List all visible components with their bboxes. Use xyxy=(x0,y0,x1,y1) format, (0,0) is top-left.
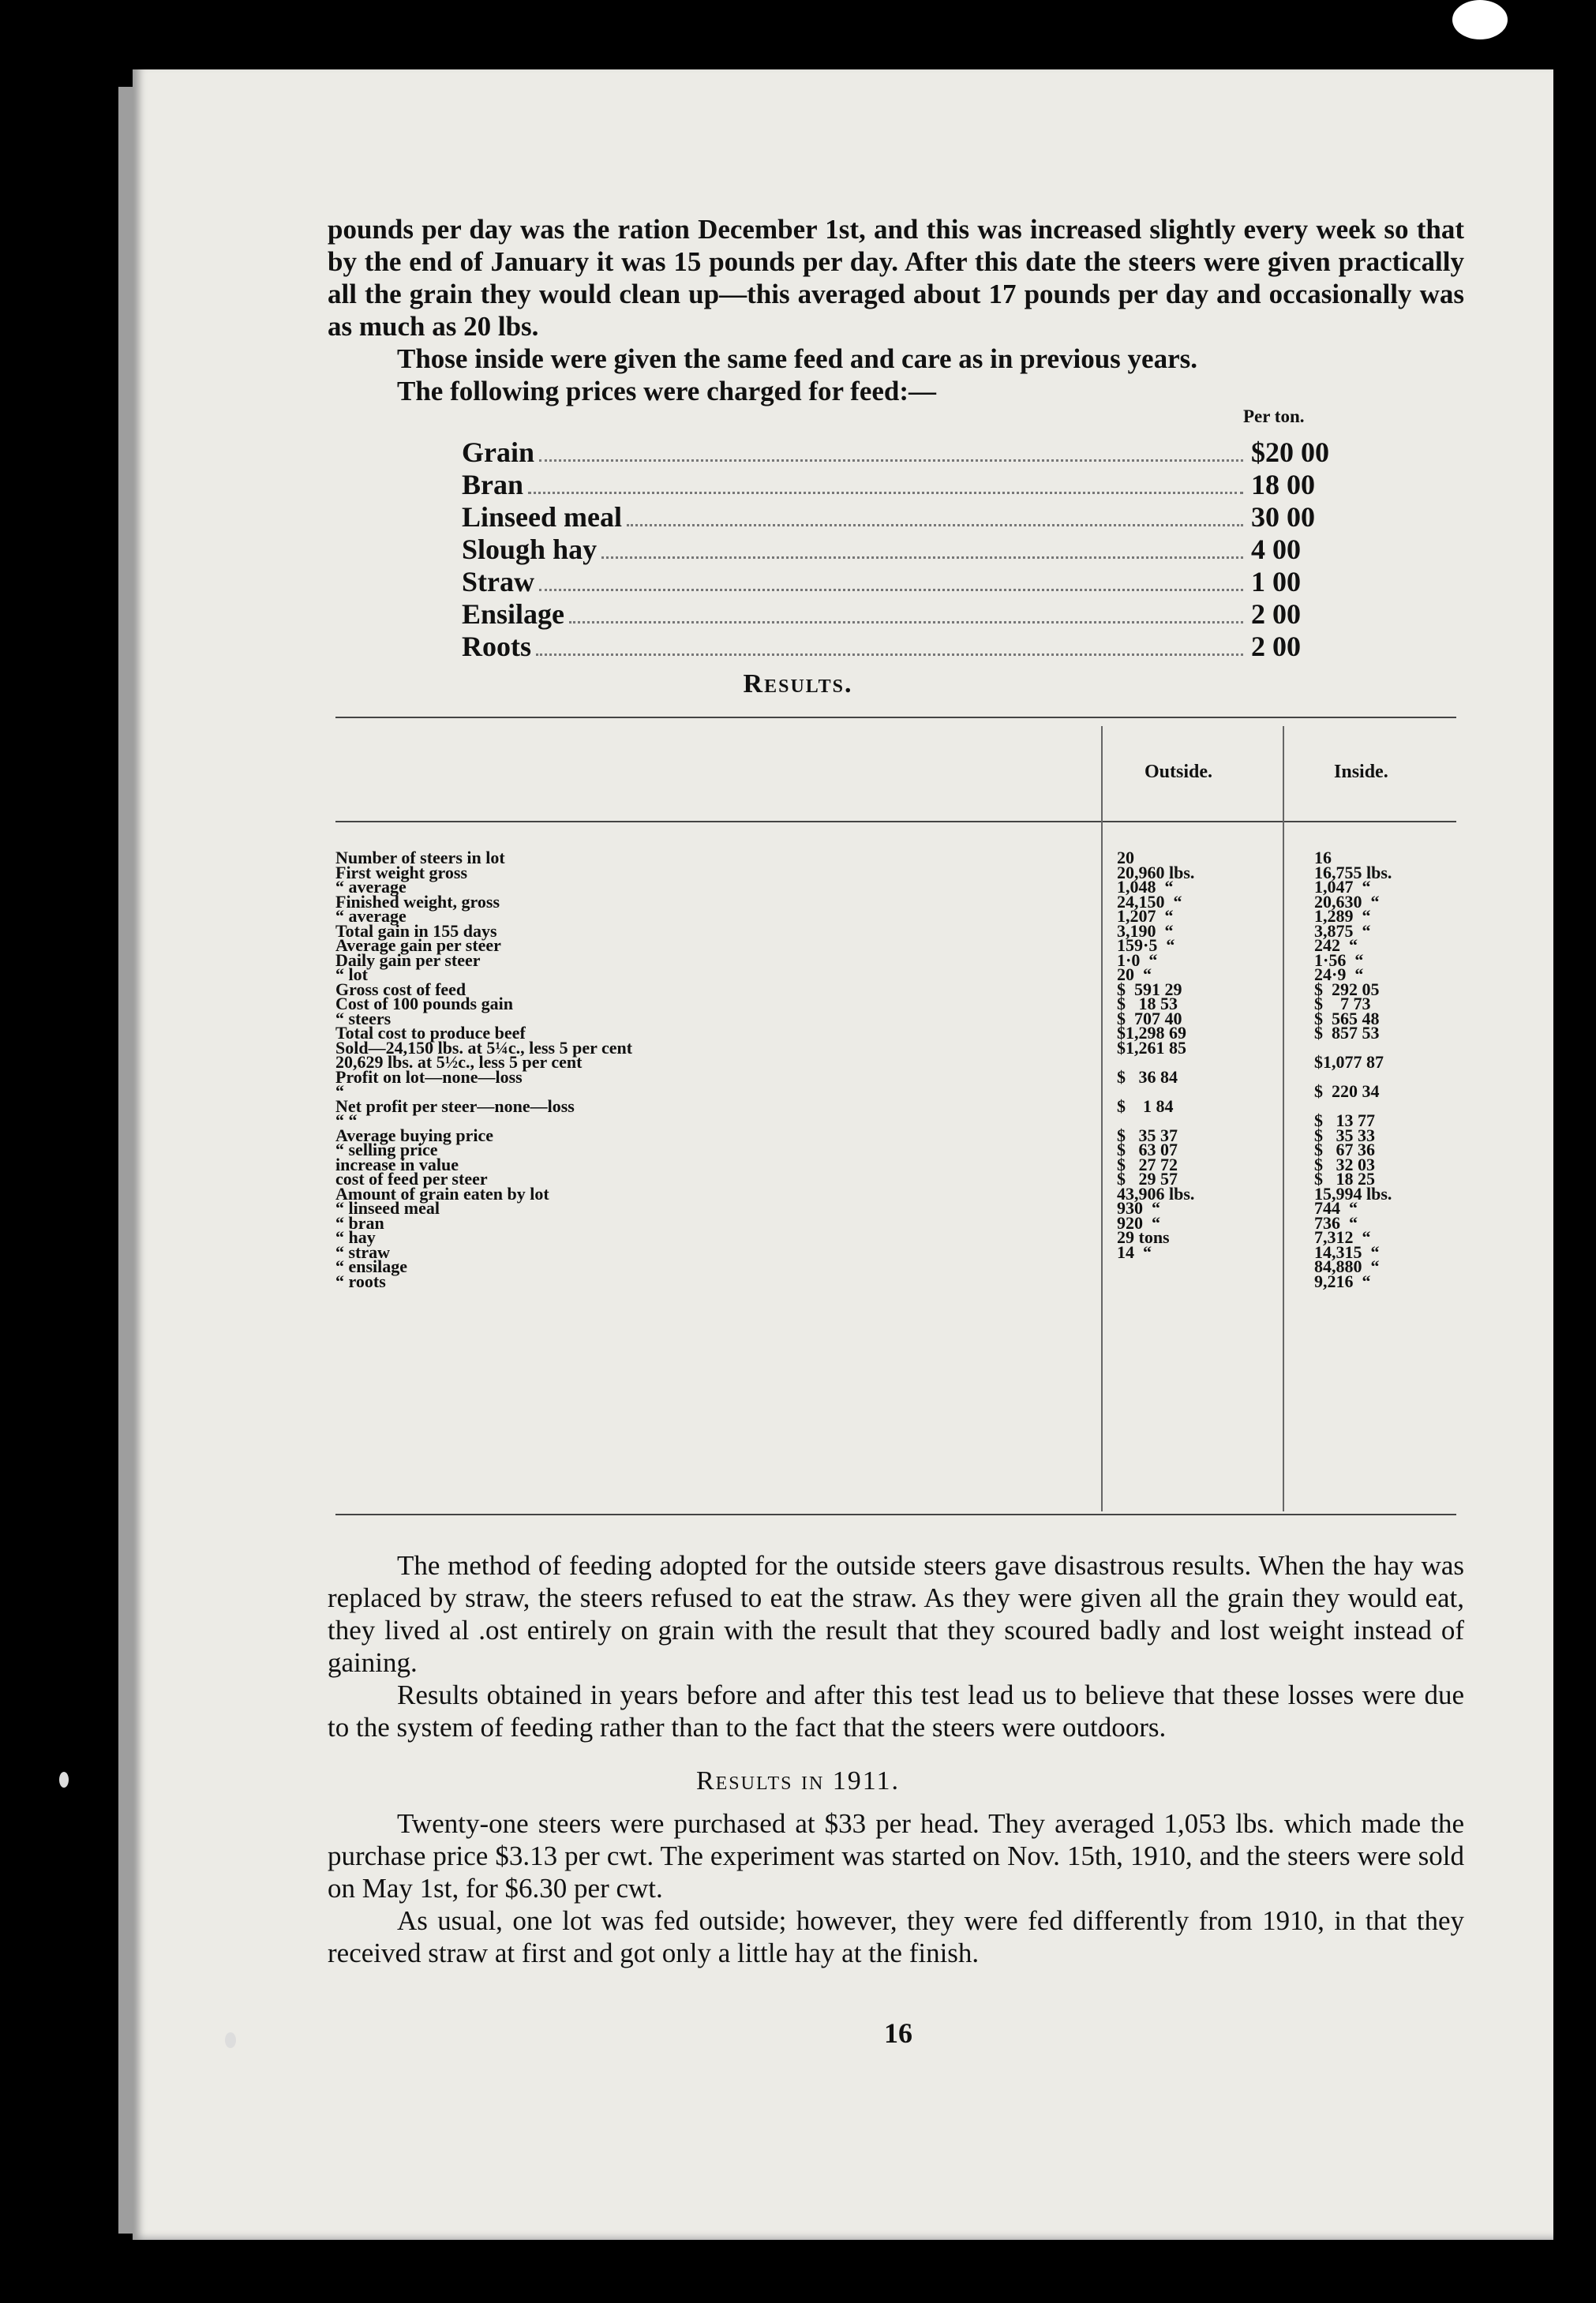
row-label: Net profit per steer—none—loss xyxy=(335,1095,575,1116)
table-row xyxy=(335,1271,1456,1291)
inside-value: 744 “ xyxy=(1314,1198,1358,1218)
outside-value: 29 tons xyxy=(1117,1227,1170,1247)
table-row xyxy=(335,1198,1456,1218)
inside-value: $ 857 53 xyxy=(1314,1023,1380,1043)
row-label: Profit on lot—none—loss xyxy=(335,1066,523,1087)
row-label: Cost of 100 pounds gain xyxy=(335,994,513,1013)
paragraph: pounds per day was the ration December 1st, and this was increased slightly every week so that by the end of January it was 15 pounds per day. After this date the steers were given practically all the grain they would clean up—this averaged about 17 pounds per day and occasionally was as much as 20 lbs. xyxy=(328,214,1464,342)
price-value: $20 00 xyxy=(1251,436,1329,468)
outside-value: 3,190 “ xyxy=(1117,920,1174,941)
price-value: 1 00 xyxy=(1251,566,1301,597)
inside-value: 242 “ xyxy=(1314,935,1358,955)
outside-value: 159·5 “ xyxy=(1117,935,1175,955)
table-row xyxy=(335,906,1456,926)
row-label: increase in value xyxy=(335,1154,459,1174)
table-header-rule xyxy=(335,821,1456,822)
row-label: “ ensilage xyxy=(335,1256,408,1276)
price-row xyxy=(462,566,1338,598)
row-label: Total cost to produce beef xyxy=(335,1023,526,1043)
results-1911-heading: Results in 1911. xyxy=(695,1766,901,1796)
price-label: Straw xyxy=(462,566,534,597)
row-label: First weight gross xyxy=(335,862,468,882)
outside-value: $ 36 84 xyxy=(1117,1066,1178,1087)
paragraph: Twenty-one steers were purchased at $33 per head. They averaged 1,053 lbs. which made the purchase price $3.13 per cwt. The experiment was started on Nov. 15th, 1910, and the steers were sold on May 1st, for $6.30 per cwt. xyxy=(328,1808,1464,1904)
price-value: 2 00 xyxy=(1251,598,1301,630)
margin-mark xyxy=(225,2032,236,2048)
row-label: “ linseed meal xyxy=(335,1198,440,1218)
inside-value: $ 32 03 xyxy=(1314,1154,1375,1174)
price-row xyxy=(462,534,1338,566)
table-row xyxy=(335,964,1456,984)
inside-value: 20,630 “ xyxy=(1314,891,1380,912)
inside-value: $ 565 48 xyxy=(1314,1008,1380,1028)
price-value: 30 00 xyxy=(1251,501,1315,533)
table-row xyxy=(335,1183,1456,1204)
table-row xyxy=(335,1212,1456,1233)
outside-value: 24,150 “ xyxy=(1117,891,1182,912)
outside-value: $ 27 72 xyxy=(1117,1154,1178,1174)
table-bottom-rule xyxy=(335,1514,1456,1515)
inside-value: 7,312 “ xyxy=(1314,1227,1371,1247)
outside-value: $ 591 29 xyxy=(1117,979,1182,999)
outside-value: 14 “ xyxy=(1117,1241,1152,1262)
column-header-inside: Inside. xyxy=(1334,762,1388,782)
outside-value: $1,261 85 xyxy=(1117,1037,1186,1058)
price-label: Slough hay xyxy=(462,534,598,565)
row-label: Sold—24,150 lbs. at 5¼c., less 5 per cent xyxy=(335,1037,633,1058)
row-label: Amount of grain eaten by lot xyxy=(335,1183,549,1204)
outside-value: 920 “ xyxy=(1117,1212,1160,1233)
table-top-rule xyxy=(335,717,1456,718)
inside-value: 14,315 “ xyxy=(1314,1241,1380,1262)
price-label: Grain xyxy=(462,436,535,468)
row-label: “ “ xyxy=(335,1110,358,1130)
corner-glare xyxy=(1452,0,1508,39)
price-row xyxy=(462,631,1338,663)
page-number: 16 xyxy=(884,2017,912,2049)
table-row xyxy=(335,1256,1456,1276)
outside-value: $ 18 53 xyxy=(1117,994,1178,1013)
table-row xyxy=(335,1095,1456,1116)
intro-text xyxy=(328,213,1464,407)
row-label: “ xyxy=(335,1081,344,1101)
paragraph: Results obtained in years before and after this test lead us to believe that these losses were due to the system of feeding rather than to the fact that the steers were outdoors. xyxy=(328,1680,1464,1743)
per-ton-header: Per ton. xyxy=(1243,406,1305,426)
outside-value: $ 1 84 xyxy=(1117,1095,1174,1116)
table-row xyxy=(335,862,1456,882)
outside-value: 930 “ xyxy=(1117,1198,1160,1218)
price-row xyxy=(462,501,1338,534)
outside-value: 1·0 “ xyxy=(1117,949,1158,970)
table-row xyxy=(335,877,1456,897)
row-label: Average buying price xyxy=(335,1125,494,1145)
inside-value: $ 35 33 xyxy=(1314,1125,1375,1145)
inside-value: $ 18 25 xyxy=(1314,1169,1375,1189)
paragraph: Those inside were given the same feed and care as in previous years. xyxy=(397,343,1197,374)
price-value: 2 00 xyxy=(1251,631,1301,662)
price-row xyxy=(462,598,1338,631)
inside-value: $ 7 73 xyxy=(1314,994,1371,1013)
inside-value: $ 220 34 xyxy=(1314,1081,1380,1101)
table-row xyxy=(335,949,1456,970)
table-row xyxy=(335,1227,1456,1247)
table-row xyxy=(335,920,1456,941)
outside-value: $ 63 07 xyxy=(1117,1140,1178,1159)
table-row xyxy=(335,994,1456,1013)
row-label: Daily gain per steer xyxy=(335,949,481,970)
discussion-text xyxy=(328,1549,1464,1743)
row-label: “ roots xyxy=(335,1271,386,1291)
price-label: Ensilage xyxy=(462,598,565,630)
price-label: Bran xyxy=(462,469,524,500)
table-row xyxy=(335,1125,1456,1145)
outside-value: 1,207 “ xyxy=(1117,906,1174,926)
outside-value: $ 707 40 xyxy=(1117,1008,1182,1028)
inside-value: 16,755 lbs. xyxy=(1314,862,1392,882)
inside-value: 3,875 “ xyxy=(1314,920,1371,941)
table-row xyxy=(335,1140,1456,1159)
table-row xyxy=(335,1110,1456,1130)
price-label: Linseed meal xyxy=(462,501,622,533)
row-label: “ lot xyxy=(335,964,368,984)
row-label: “ straw xyxy=(335,1241,391,1262)
price-value: 18 00 xyxy=(1251,469,1315,500)
table-row xyxy=(335,848,1456,867)
row-label: “ steers xyxy=(335,1008,392,1028)
row-label: Number of steers in lot xyxy=(335,848,505,867)
inside-value: 15,994 lbs. xyxy=(1314,1183,1392,1204)
results-heading: Results. xyxy=(743,669,853,698)
inside-value: 1·56 “ xyxy=(1314,949,1364,970)
row-label: “ average xyxy=(335,877,406,897)
outside-value: $1,298 69 xyxy=(1117,1023,1186,1043)
inside-value: 84,880 “ xyxy=(1314,1256,1380,1276)
inside-value: $1,077 87 xyxy=(1314,1052,1384,1072)
row-label: “ selling price xyxy=(335,1140,438,1159)
row-label: “ average xyxy=(335,906,406,926)
inside-value: 24·9 “ xyxy=(1314,964,1364,984)
inside-value: 16 xyxy=(1314,848,1332,867)
row-label: 20,629 lbs. at 5½c., less 5 per cent xyxy=(335,1052,583,1072)
row-label: “ bran xyxy=(335,1212,384,1233)
inside-value: 1,047 “ xyxy=(1314,877,1371,897)
inside-value: $ 67 36 xyxy=(1314,1140,1375,1159)
inside-value: 1,289 “ xyxy=(1314,906,1371,926)
results-1911-text xyxy=(328,1807,1464,1969)
row-label: Total gain in 155 days xyxy=(335,920,497,941)
table-row xyxy=(335,891,1456,912)
row-label: Gross cost of feed xyxy=(335,979,466,999)
price-label: Roots xyxy=(462,631,531,662)
outside-value: 20 “ xyxy=(1117,964,1152,984)
paragraph: The following prices were charged for feed:— xyxy=(397,376,937,406)
column-header-outside: Outside. xyxy=(1145,762,1213,782)
table-row xyxy=(335,935,1456,955)
feed-price-list xyxy=(462,436,1338,663)
outside-value: 20,960 lbs. xyxy=(1117,862,1195,882)
outside-value: $ 35 37 xyxy=(1117,1125,1178,1145)
outside-value: 43,906 lbs. xyxy=(1117,1183,1195,1204)
outside-value: $ 29 57 xyxy=(1117,1169,1178,1189)
row-label: Finished weight, gross xyxy=(335,891,500,912)
inside-value: $ 292 05 xyxy=(1314,979,1380,999)
row-label: cost of feed per steer xyxy=(335,1169,488,1189)
price-row xyxy=(462,469,1338,501)
table-row xyxy=(335,1066,1456,1087)
paragraph: The method of feeding adopted for the outside steers gave disastrous results. When the hay was replaced by straw, the steers refused to eat the straw. As they were given all the grain they would eat, they lived al .ost entirely on grain with the result that they scoured badly and lost weight instead of gaining. xyxy=(328,1550,1464,1678)
table-row xyxy=(335,1241,1456,1262)
row-label: Average gain per steer xyxy=(335,935,501,955)
price-row xyxy=(462,436,1338,469)
price-value: 4 00 xyxy=(1251,534,1301,565)
results-table xyxy=(335,848,1456,1291)
table-row xyxy=(335,1154,1456,1174)
inside-value: 736 “ xyxy=(1314,1212,1358,1233)
outside-value: 20 xyxy=(1117,848,1134,867)
inside-value: 9,216 “ xyxy=(1314,1271,1371,1291)
paragraph: As usual, one lot was fed outside; however, they were fed differently from 1910, in that they received straw at first and got only a little hay at the finish. xyxy=(328,1905,1464,1968)
inside-value: $ 13 77 xyxy=(1314,1110,1375,1130)
outside-value: 1,048 “ xyxy=(1117,877,1174,897)
row-label: “ hay xyxy=(335,1227,376,1247)
